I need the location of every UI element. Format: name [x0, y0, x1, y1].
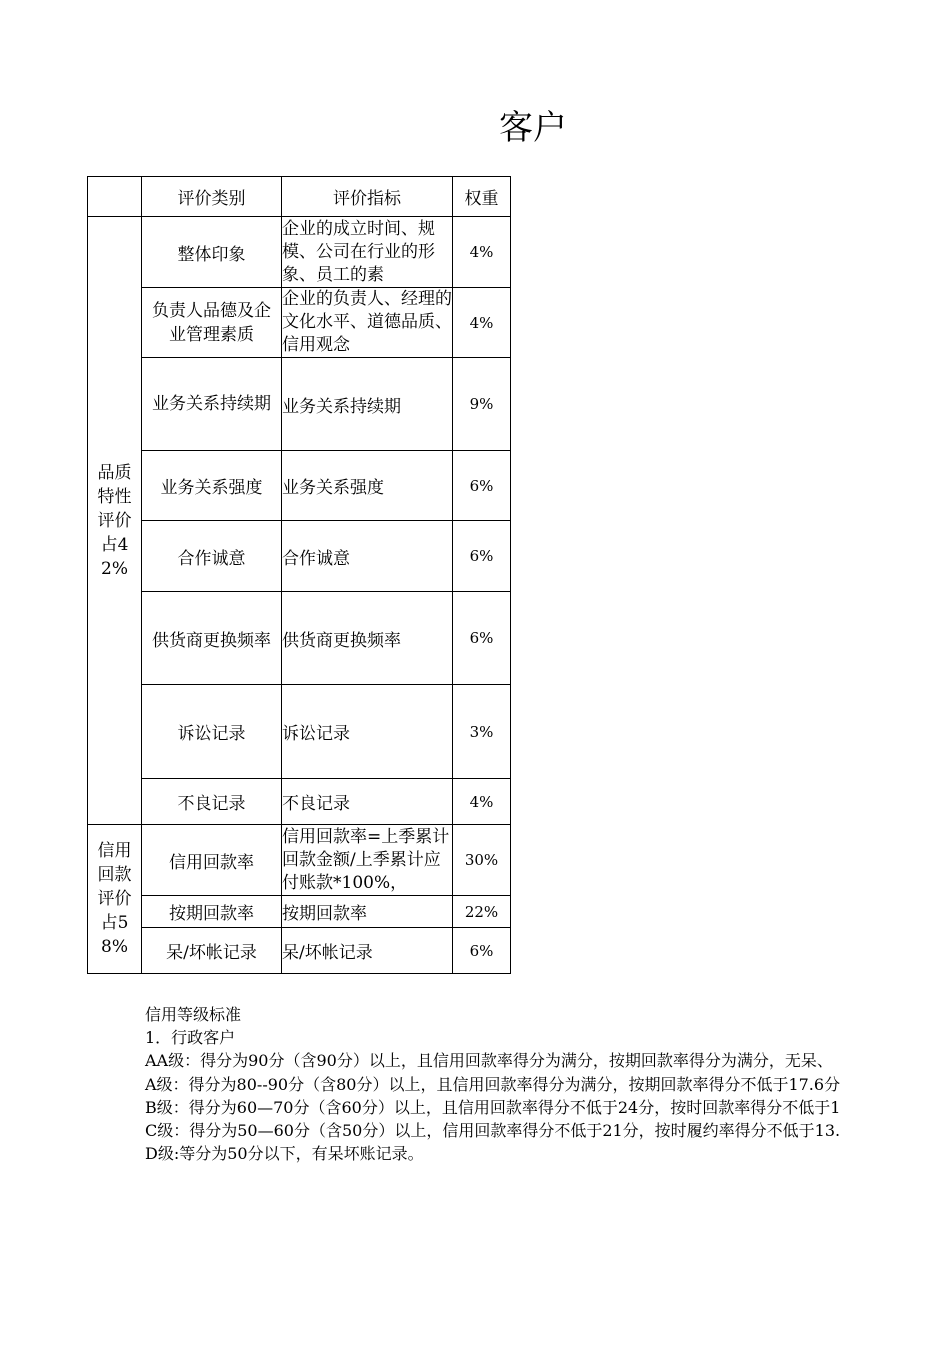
table-row	[88, 358, 511, 451]
cell-weight: 4%	[453, 217, 511, 288]
cell-category: 供货商更换频率	[142, 592, 282, 685]
cell-weight: 4%	[453, 779, 511, 825]
notes-subheading: 1．行政客户	[145, 1028, 236, 1048]
group-credit-label	[88, 825, 142, 974]
table-row	[88, 928, 511, 974]
header-blank	[88, 177, 142, 217]
cell-category: 合作诚意	[142, 521, 282, 592]
page-title: 客户	[499, 108, 567, 148]
notes-heading: 信用等级标准	[145, 1005, 242, 1024]
group-quality-label	[88, 217, 142, 825]
cell-category: 呆/坏帐记录	[142, 928, 282, 974]
cell-indicator: 呆/坏帐记录	[282, 928, 453, 974]
credit-grade-notes	[145, 1003, 840, 1165]
cell-category: 信用回款率	[142, 825, 282, 896]
cell-weight: 6%	[453, 451, 511, 521]
table-header-row	[88, 177, 511, 217]
cell-indicator: 供货商更换频率	[282, 592, 453, 685]
grade-aa-line: AA级：得分为90分（含90分）以上，且信用回款率得分为满分，按期回款率得分为满分，无呆、	[145, 1051, 833, 1071]
table-row	[88, 451, 511, 521]
cell-category: 业务关系强度	[142, 451, 282, 521]
cell-weight: 6%	[453, 521, 511, 592]
header-weight: 权重	[453, 177, 511, 217]
group-quality-text: 品质特性评价占42%	[97, 462, 132, 579]
cell-category: 整体印象	[142, 217, 282, 288]
cell-weight: 9%	[453, 358, 511, 451]
group-credit-text: 信用回款评价占58%	[97, 841, 132, 957]
cell-indicator: 按期回款率	[282, 896, 453, 928]
header-category: 评价类别	[142, 177, 282, 217]
credit-evaluation-table	[87, 176, 511, 974]
cell-category: 诉讼记录	[142, 685, 282, 779]
cell-indicator: 业务关系持续期	[282, 358, 453, 451]
table-row	[88, 825, 511, 896]
header-indicator: 评价指标	[282, 177, 453, 217]
grade-c-line: C级：得分为50—60分（含50分）以上，信用回款率得分不低于21分，按时履约率得分不低于13.	[145, 1120, 841, 1140]
cell-category: 业务关系持续期	[152, 394, 271, 414]
table-row	[88, 217, 511, 288]
grade-b-line: B级：得分为60—70分（含60分）以上，且信用回款率得分不低于24分，按时回款率得分不低于1	[145, 1097, 841, 1117]
cell-indicator: 不良记录	[282, 779, 453, 825]
table-row	[88, 592, 511, 685]
table-row	[88, 288, 511, 358]
cell-weight: 6%	[453, 928, 511, 974]
table-row	[88, 896, 511, 928]
cell-weight: 22%	[453, 896, 511, 928]
cell-indicator: 企业的成立时间、规模、公司在行业的形象、员工的素	[282, 218, 435, 285]
cell-indicator: 诉讼记录	[282, 685, 453, 779]
cell-weight: 6%	[453, 592, 511, 685]
cell-indicator: 信用回款率=上季累计回款金额/上季累计应付账款*100%，	[282, 826, 450, 893]
table-row	[88, 521, 511, 592]
table-row	[88, 685, 511, 779]
cell-indicator: 合作诚意	[282, 521, 453, 592]
grade-d-line: D级:等分为50分以下，有呆坏账记录。	[145, 1144, 424, 1164]
cell-weight: 3%	[453, 685, 511, 779]
cell-category: 不良记录	[142, 779, 282, 825]
cell-category: 按期回款率	[142, 896, 282, 928]
cell-weight: 30%	[453, 825, 511, 896]
table-row	[88, 779, 511, 825]
grade-a-line: A级：得分为80--90分（含80分）以上，且信用回款率得分为满分，按期回款率得分不低于17.6分	[145, 1074, 841, 1094]
cell-indicator: 企业的负责人、经理的文化水平、道德品质、信用观念	[282, 289, 452, 355]
cell-weight: 4%	[453, 288, 511, 358]
cell-category: 负责人品德及企业管理素质	[152, 300, 271, 345]
cell-indicator: 业务关系强度	[282, 451, 453, 521]
